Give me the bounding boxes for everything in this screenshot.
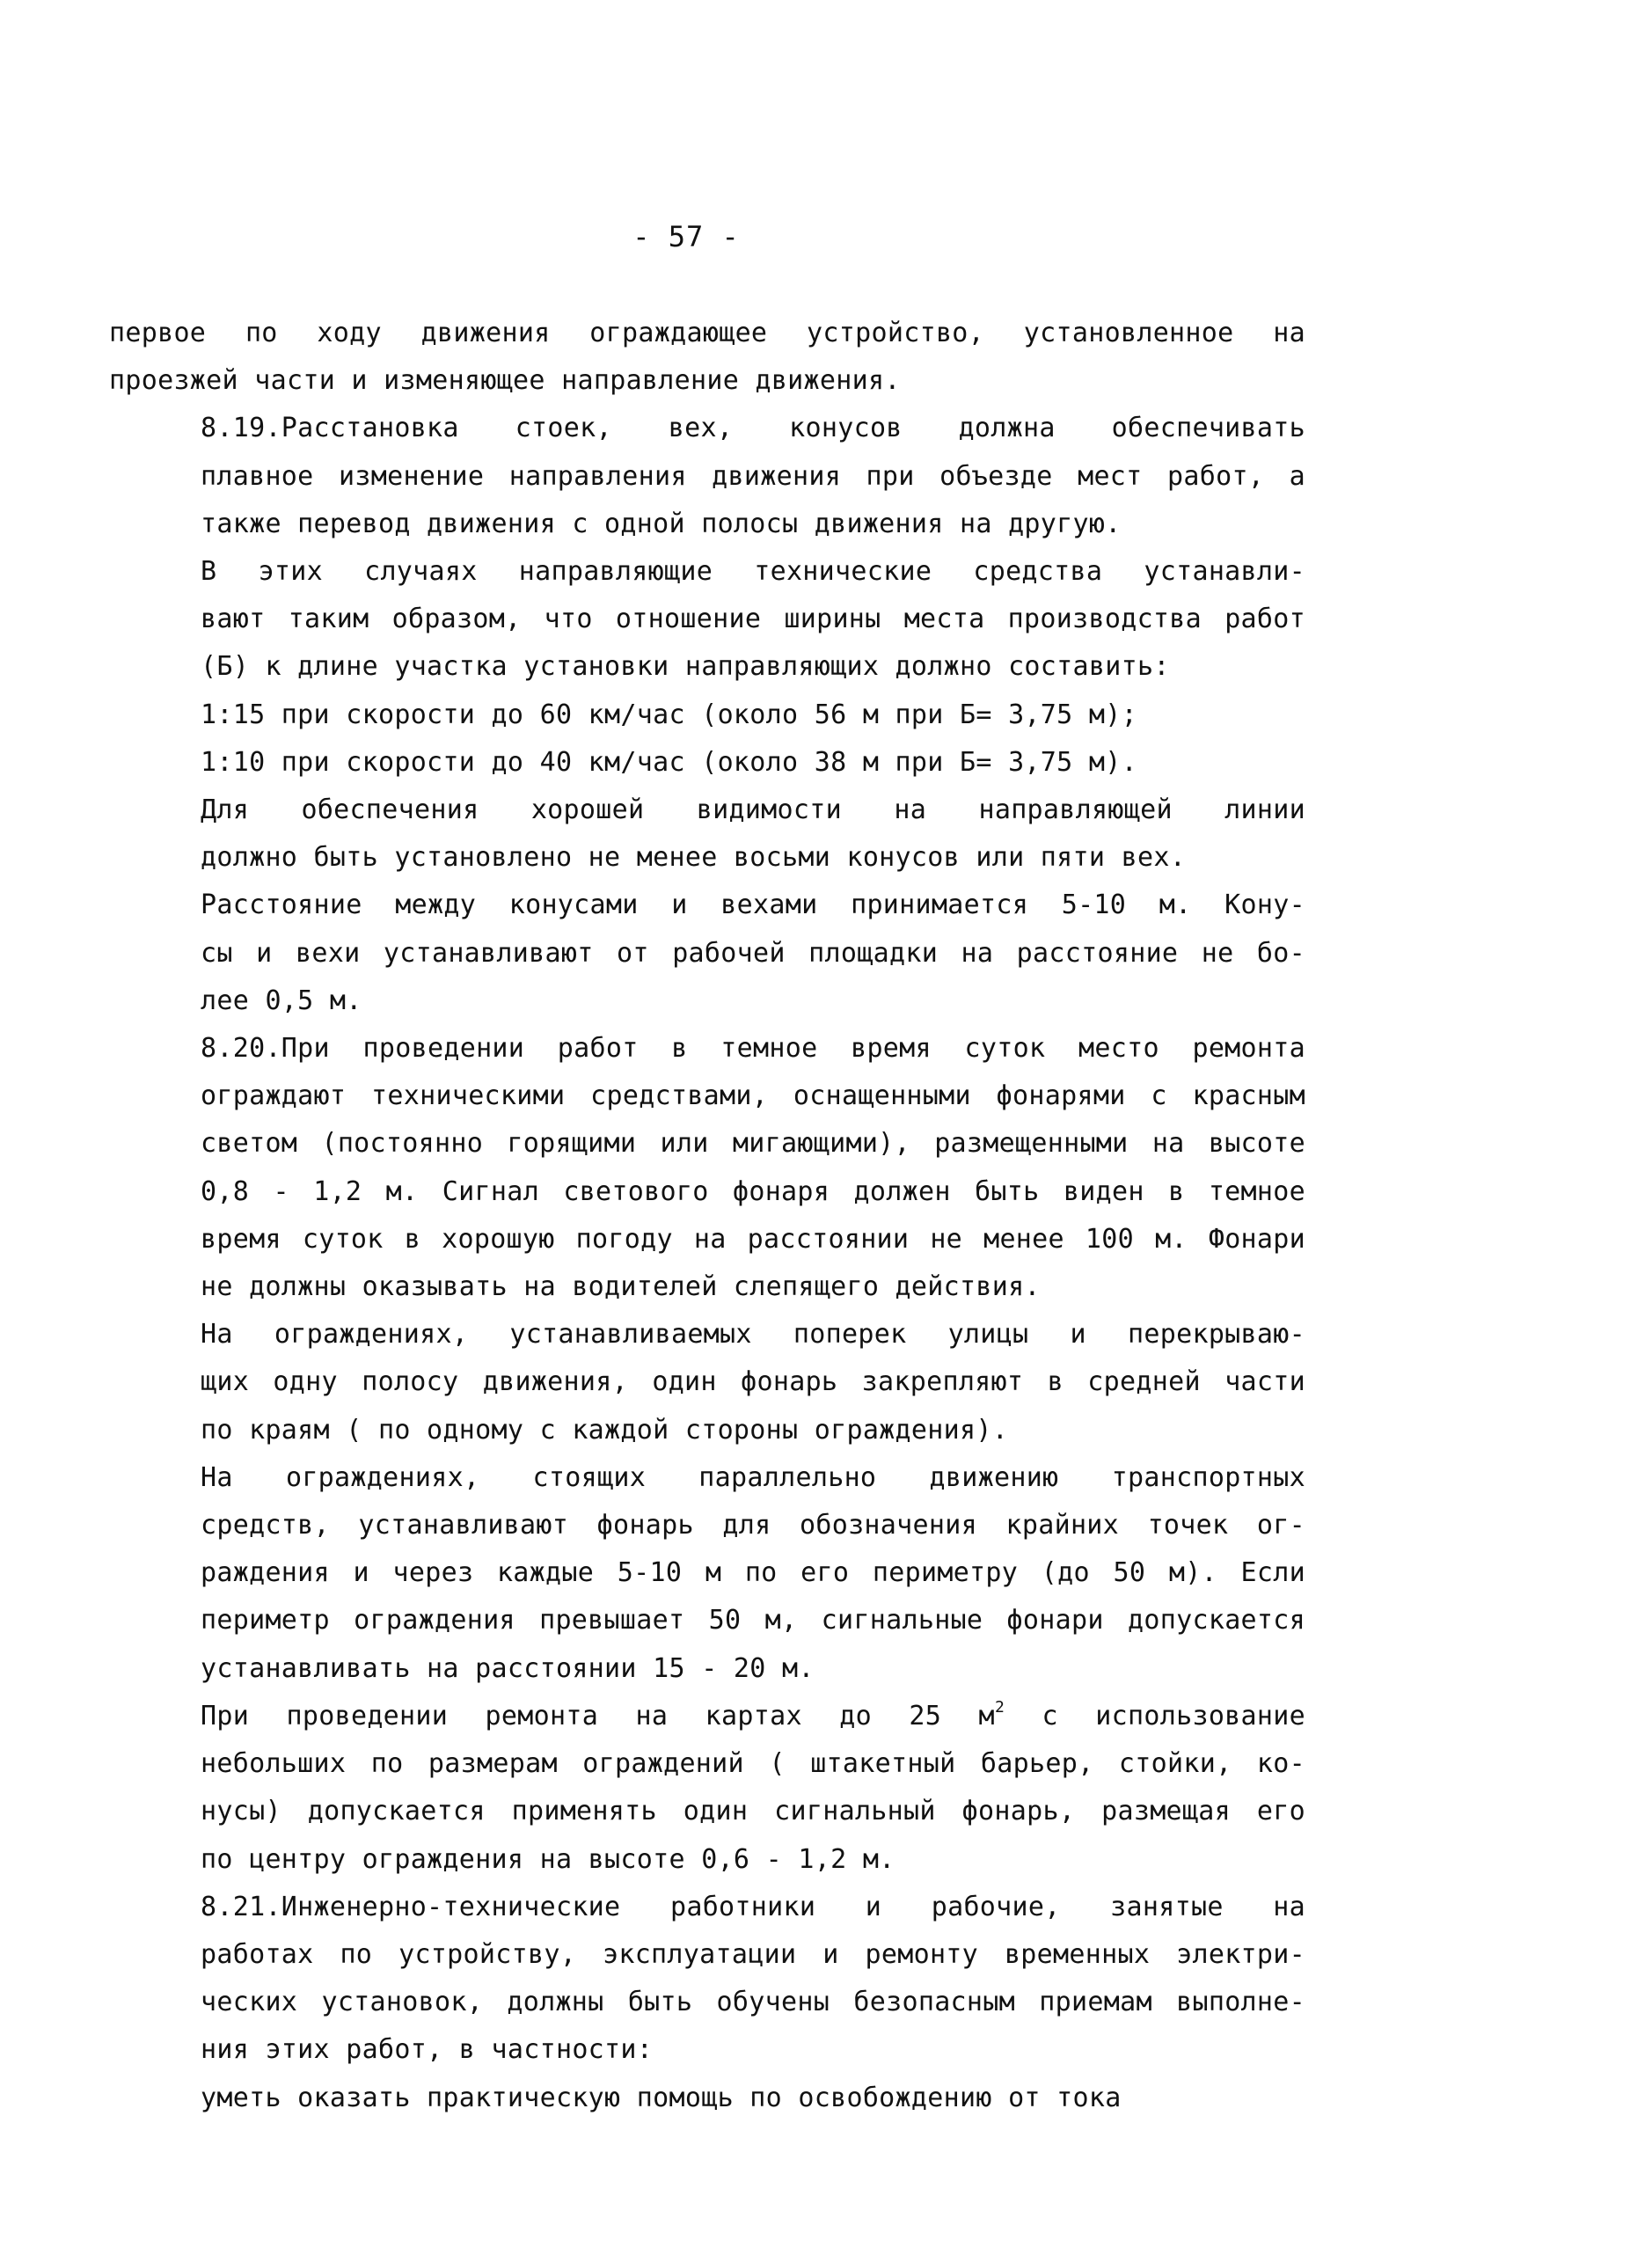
text-line: В этих случаях направляющие технические средства устанавли- <box>201 556 1305 588</box>
text-line: Для обеспечения хорошей видимости на направляющей линии <box>201 794 1305 826</box>
text-line: средств, устанавливают фонарь для обозначения крайних точек ог- <box>201 1510 1305 1541</box>
paragraph <box>109 739 1305 787</box>
text-line: работах по устройству, эксплуатации и ремонту временных электри- <box>201 1938 1305 1970</box>
paragraph <box>109 787 1305 882</box>
paragraph <box>109 1884 1305 2075</box>
text-line: ния этих работ, в частности: <box>201 2034 654 2066</box>
text-line: 1:10 при скорости до 40 км/час (около 38 м при Б= 3,75 м). <box>201 746 1137 778</box>
text-line: ческих установок, должны быть обучены безопасным приемам выполне- <box>201 1987 1305 2018</box>
text-line: уметь оказать практическую помощь по освобождению от тока <box>201 2082 1122 2113</box>
text-line: вают таким образом, что отношение ширины места производства работ <box>201 604 1305 635</box>
paragraph <box>109 1693 1305 1884</box>
text-line: Расстояние между конусами и вехами принимается 5-10 м. Кону- <box>201 890 1305 921</box>
text-line: небольших по размерам ограждений ( штакетный барьер, стойки, ко- <box>201 1748 1305 1780</box>
text-line: также перевод движения с одной полосы движения на другую. <box>201 508 1122 539</box>
text-line: щих одну полосу движения, один фонарь закрепляют в средней части <box>201 1366 1305 1398</box>
text-line: периметр ограждения превышает 50 м, сигнальные фонари допускается <box>201 1605 1305 1636</box>
text-line: 1:15 при скорости до 60 км/час (около 56 м при Б= 3,75 м); <box>201 699 1137 730</box>
text-line: При проведении ремонта на картах до 25 $м^2$ с использование <box>201 1697 1305 1732</box>
text-line: светом (постоянно горящими или мигающими), размещенными на высоте <box>201 1128 1305 1160</box>
text-line: время суток в хорошую погоду на расстоянии не менее 100 м. Фонари <box>201 1223 1305 1255</box>
page-number: - 57 - <box>632 220 740 253</box>
text-line: плавное изменение направления движения при объезде мест работ, а <box>201 460 1305 492</box>
text-line: ограждают техническими средствами, оснащенными фонарями с красным <box>201 1080 1305 1112</box>
paragraph <box>109 405 1305 548</box>
text-line: по краям ( по одному с каждой стороны ограждения). <box>201 1414 1009 1446</box>
text-line: 0,8 - 1,2 м. Сигнал светового фонаря должен быть виден в темное <box>201 1175 1305 1207</box>
text-line: нусы) допускается применять один сигнальный фонарь, размещая его <box>201 1796 1305 1827</box>
text-line: 8.19.Расстановка стоек, вех, конусов должна обеспечивать <box>201 413 1305 444</box>
text-line: не должны оказывать на водителей слепящего действия. <box>201 1271 1041 1303</box>
text-line: (Б) к длине участка установки направляющих должно составить: <box>201 651 1170 683</box>
text-line: устанавливать на расстоянии 15 - 20 м. <box>201 1652 815 1684</box>
paragraph <box>109 548 1305 692</box>
text-line: лее 0,5 м. <box>201 985 362 1016</box>
document-body <box>109 310 1305 2122</box>
text-line: раждения и через каждые 5-10 м по его периметру (до 50 м). Если <box>201 1557 1305 1589</box>
paragraph <box>109 2075 1305 2122</box>
text-line-tail: с использование <box>1005 1700 1305 1732</box>
paragraph <box>109 1025 1305 1311</box>
text-line: На ограждениях, стоящих параллельно движению транспортных <box>201 1461 1305 1493</box>
superscript: 2 <box>994 1697 1005 1717</box>
paragraph <box>109 692 1305 739</box>
paragraph <box>109 1311 1305 1454</box>
paragraph <box>109 1454 1305 1693</box>
text-line: первое по ходу движения ограждающее устройство, установленное на <box>109 318 1305 348</box>
paragraph <box>109 310 1305 405</box>
text-line: На ограждениях, устанавливаемых поперек улицы и перекрываю- <box>201 1319 1305 1351</box>
text-line: проезжей части и изменяющее направление движения. <box>109 365 901 397</box>
paragraph <box>109 882 1305 1025</box>
text-line: 8.21.Инженерно-технические работники и рабочие, занятые на <box>201 1891 1305 1922</box>
text-line: 8.20.При проведении работ в темное время суток место ремонта <box>201 1033 1305 1065</box>
text-line: по центру ограждения на высоте 0,6 - 1,2 м. <box>201 1843 895 1875</box>
text-line: должно быть установлено не менее восьми конусов или пяти вех. <box>201 842 1187 874</box>
text-line: сы и вехи устанавливают от рабочей площадки на расстояние не бо- <box>201 937 1305 969</box>
